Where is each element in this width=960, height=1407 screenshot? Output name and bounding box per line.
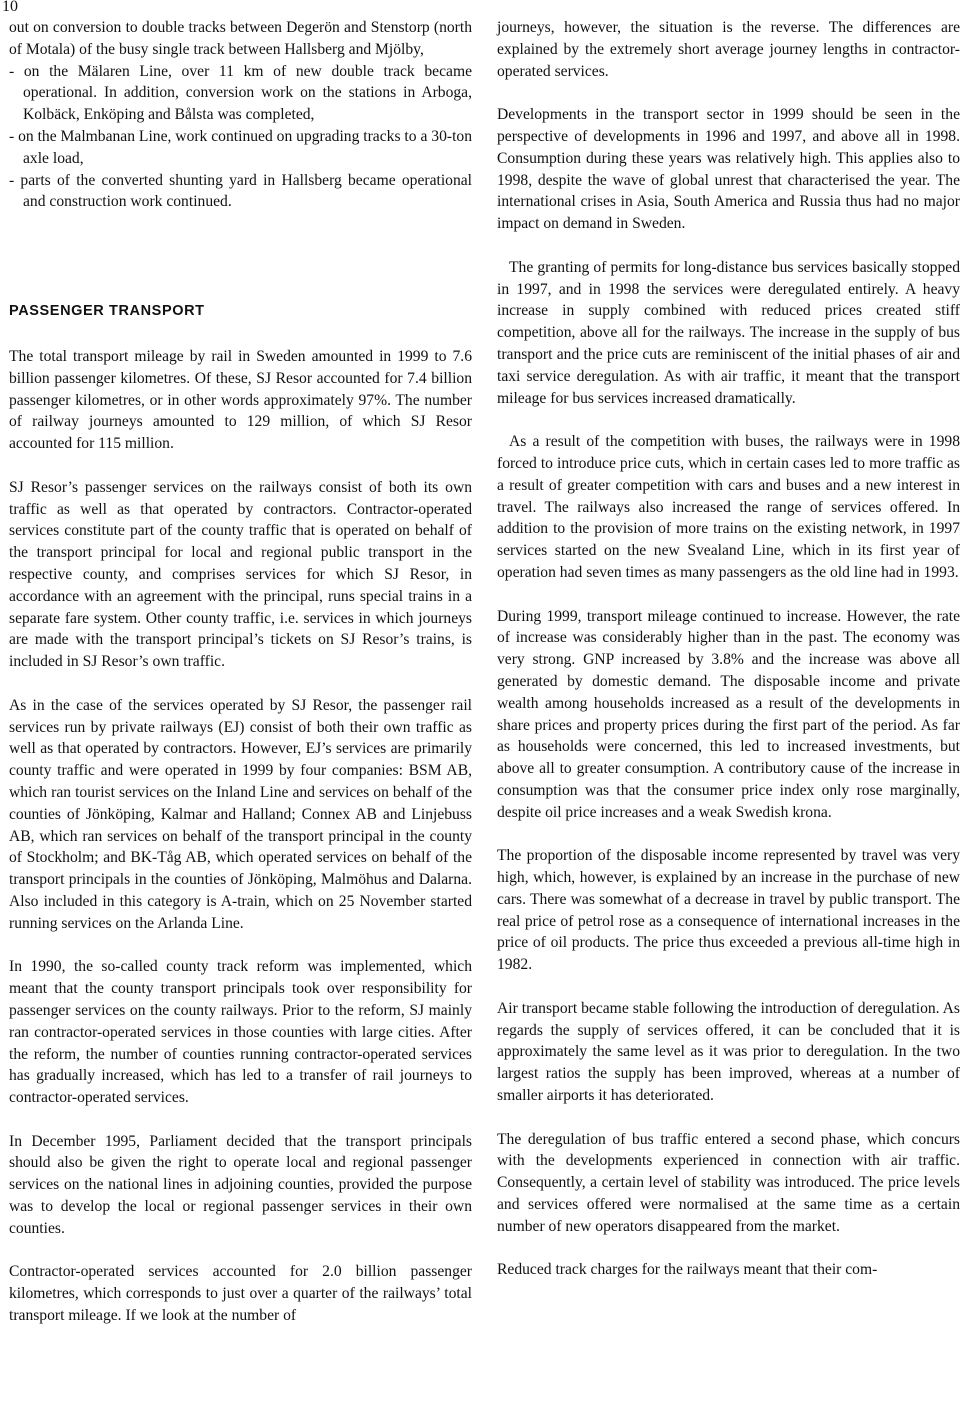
- paragraph: The granting of permits for long-distance bus services basically stopped in 1997, and in 1998 the services were deregulated entirely. A heavy increase in supply combined with reduced prices created stiff competition, above all for the railways. The increase in the supply of bus transport and the price cuts are reminiscent of the initial phases of air and taxi service deregulation. As with air traffic, it meant that the transport mileage for bus services increased dramatically.: [497, 258, 960, 407]
- paragraph: In December 1995, Parliament decided that the transport principals should also be given the right to operate local and regional passenger services on the national lines in adjoining counties, provided the purpose was to develop the local or regional passenger services in their own counties.: [9, 1132, 472, 1237]
- paragraph: The deregulation of bus traffic entered a second phase, which concurs with the developments experienced in connection with air traffic. Consequently, a certain level of stability was introduced. The price levels and services offered were normalised at the same time as a certain number of new operators disappeared from the market.: [497, 1130, 960, 1235]
- paragraph: Developments in the transport sector in 1999 should be seen in the perspective of developments in 1996 and 1997, and above all in 1998. Consumption during these years was relatively high. This applies also to 1998, despite the wave of global unrest that characterised the year. The international crises in Asia, South America and Russia thus had no major impact on demand in Sweden.: [497, 106, 960, 233]
- list-item: - parts of the converted shunting yard in Hallsberg became operational and construction work continued.: [9, 171, 472, 211]
- left-column-body: [9, 346, 472, 1327]
- list-item: - on the Malmbanan Line, work continued on upgrading tracks to a 30-ton axle load,: [9, 127, 472, 167]
- track-work-list: [9, 61, 472, 214]
- intro-continuation: out on conversion to double tracks between Degerön and Stenstorp (north of Motala) of the busy single track between Hallsberg and Mjölby,: [9, 19, 472, 58]
- list-item: - on the Mälaren Line, over 11 km of new double track became operational. In addition, conversion work on the stations in Arboga, Kolbäck, Enköping and Bålsta was completed,: [9, 62, 472, 124]
- left-column-top: [9, 17, 472, 213]
- page-number: 10: [2, 0, 18, 15]
- paragraph: The total transport mileage by rail in Sweden amounted in 1999 to 7.6 billion passenger kilometres. Of these, SJ Resor accounted for 7.4 billion passenger kilometres, or in other words approximately 97%. The number of railway journeys amounted to 129 million, of which SJ Resor accounted for 115 million.: [9, 348, 472, 453]
- paragraph: journeys, however, the situation is the reverse. The differences are explained by the extremely short average journey lengths in contractor-operated services.: [497, 19, 960, 80]
- paragraph: The proportion of the disposable income represented by travel was very high, which, however, is explained by an increase in the purchase of new cars. There was somewhat of a decrease in travel by public transport. The real price of petrol rose as a consequence of international increases in the price of oil products. The price thus exceeded a previous all-time high in 1982.: [497, 847, 960, 974]
- section-heading: PASSENGER TRANSPORT: [9, 303, 205, 319]
- right-column: [497, 17, 960, 1281]
- paragraph: During 1999, transport mileage continued to increase. However, the rate of increase was considerably higher than in the past. The economy was very strong. GNP increased by 3.8% and the increase was above all generated by domestic demand. The disposable income and private wealth among households increased as a result of the developments in share prices and property prices during the first part of the period. As far as households were concerned, this led to increased investments, but above all to greater consumption. A contributory cause of the increase in consumption was that the consumer price index only rose marginally, despite oil price increases and a weak Swedish krona.: [497, 607, 960, 821]
- paragraph: Contractor-operated services accounted for 2.0 billion passenger kilometres, which corresponds to just over a quarter of the railways’ total transport mileage. If we look at the number of: [9, 1263, 472, 1325]
- paragraph: As in the case of the services operated by SJ Resor, the passenger rail services run by private railways (EJ) consist of both their own traffic as well as that operated by contractors. However, EJ’s services are primarily county traffic and were operated in 1999 by four companies: BSM AB, which ran tourist services on the Inland Line and services on behalf of the counties of Jönköping, Kalmar and Halland; Connex AB and Linjebuss AB, which ran services on behalf of the transport principal in the county of Stockholm; and BK-Tåg AB, which operated services on behalf of the transport principals in the counties of Jönköping, Malmöhus and Dalarna. Also included in this category is A-train, which on 25 November started running services on the Arlanda Line.: [9, 696, 472, 932]
- paragraph: SJ Resor’s passenger services on the railways consist of both its own traffic as well as that operated by contractors. Contractor-operated services constitute part of the county traffic that is operated on behalf of the transport principal for local and regional public transport in the respective county, and comprises services for which SJ Resor, in accordance with an agreement with the principal, runs special trains in a separate fare system. Other county traffic, i.e. services in which journeys are made with the transport principal’s tickets on SJ Resor’s trains, is included in SJ Resor’s own traffic.: [9, 478, 472, 671]
- paragraph: In 1990, the so-called county track reform was implemented, which meant that the county transport principals took over responsibility for passenger services on the county railways. Prior to the reform, SJ mainly ran contractor-operated services in those counties with large cities. After the reform, the number of counties running contractor-operated services has gradually increased, which has led to a transfer of rail journeys to contractor-operated services.: [9, 958, 472, 1107]
- paragraph: Air transport became stable following the introduction of deregulation. As regards the supply of services offered, it can be concluded that it is approximately the same level as it was prior to deregulation. In the two largest ratios the supply has been improved, whereas at a number of smaller airports it has deteriorated.: [497, 999, 960, 1105]
- paragraph: Reduced track charges for the railways meant that their com-: [497, 1261, 878, 1279]
- paragraph: As a result of the competition with buses, the railways were in 1998 forced to introduce price cuts, which in certain cases led to more traffic as a result of greater competition with cars and buses and a new interest in travel. The railways also increased the range of services offered. In addition to the provision of more trains on the existing network, in 1997 services started on the new Svealand Line, which in its first year of operation had seven times as many passengers as the old line had in 1993.: [497, 433, 960, 581]
